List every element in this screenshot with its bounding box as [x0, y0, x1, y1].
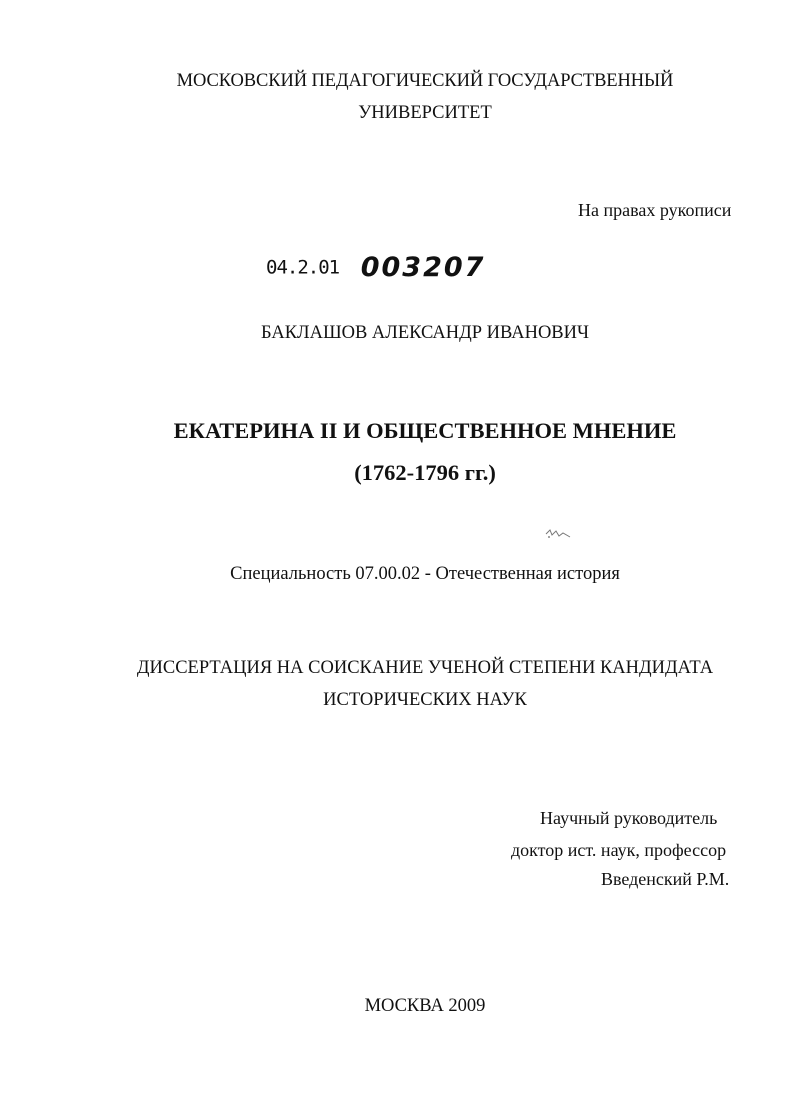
scan-speck-mark: [544, 524, 572, 540]
university-name-line1: МОСКОВСКИЙ ПЕДАГОГИЧЕСКИЙ ГОСУДАРСТВЕННЫЙ: [176, 71, 674, 91]
dissertation-title-line2: (1762-1796 гг.): [354, 460, 496, 485]
degree-line2: ИСТОРИЧЕСКИХ НАУК: [323, 690, 527, 710]
specialty-line: Специальность 07.00.02 - Отечественная история: [230, 564, 620, 584]
university-name-line2: УНИВЕРСИТЕТ: [358, 103, 492, 123]
inventory-number: 003207: [360, 252, 486, 283]
advisor-degree: доктор ист. наук, профессор: [511, 840, 727, 860]
dissertation-title-line1: ЕКАТЕРИНА II И ОБЩЕСТВЕННОЕ МНЕНИЕ: [173, 418, 677, 443]
city-and-year: МОСКВА 2009: [364, 996, 486, 1016]
author-name: БАКЛАШОВ АЛЕКСАНДР ИВАНОВИЧ: [260, 323, 590, 343]
inventory-code: 04.2.01: [266, 256, 340, 279]
advisor-role: Научный руководитель: [540, 808, 718, 828]
degree-line1: ДИССЕРТАЦИЯ НА СОИСКАНИЕ УЧЕНОЙ СТЕПЕНИ КАНДИДАТА: [136, 658, 714, 678]
inventory-stamp: [266, 252, 485, 283]
advisor-name: Введенский Р.М.: [601, 869, 730, 889]
manuscript-rights-note: На правах рукописи: [578, 200, 732, 220]
